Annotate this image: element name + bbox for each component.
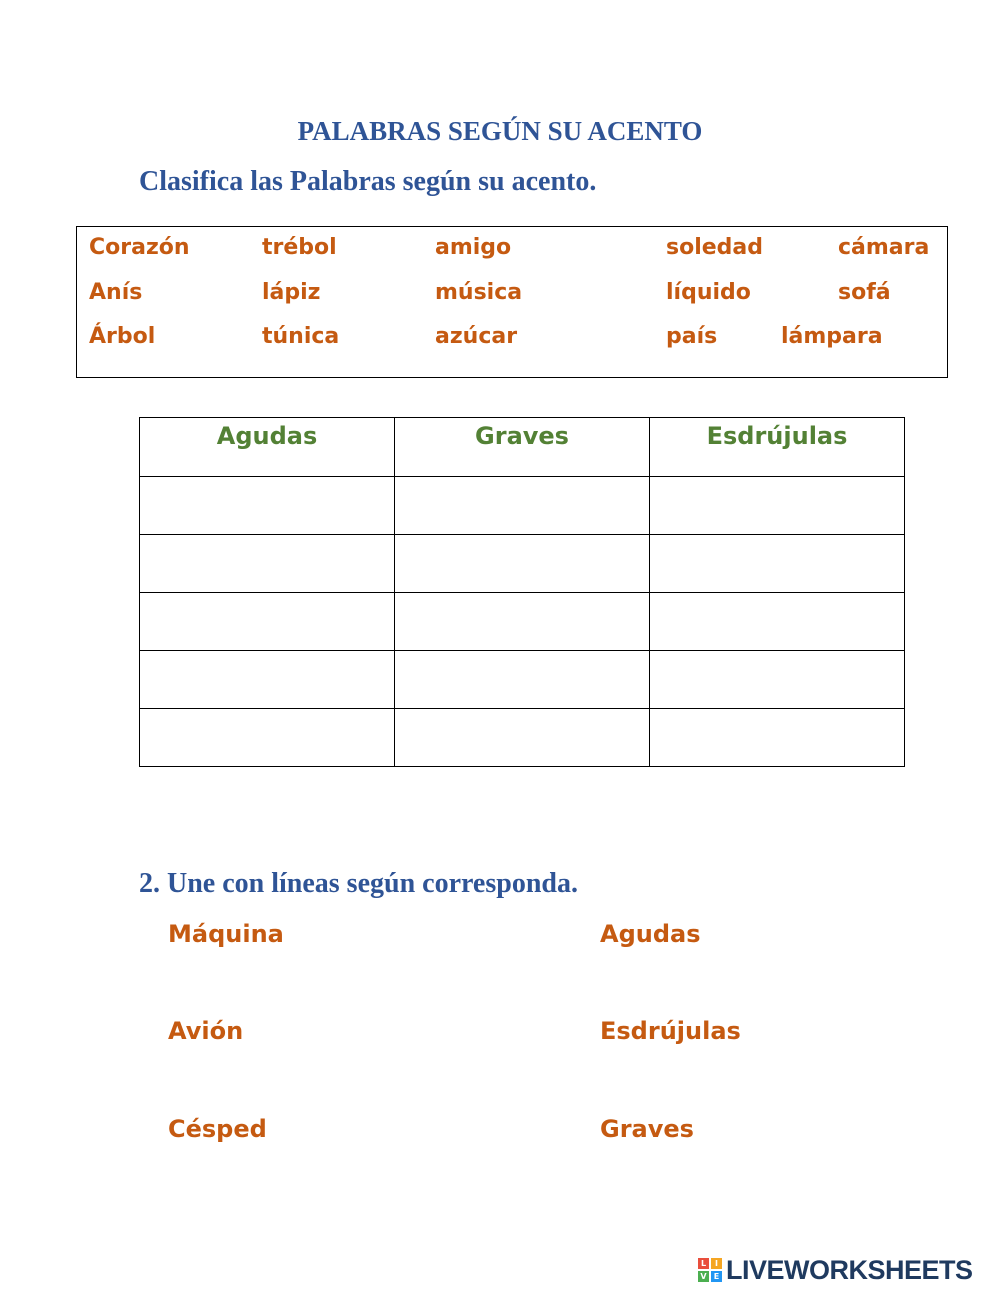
table-row — [140, 477, 905, 535]
answer-cell[interactable] — [650, 593, 905, 651]
match-left-item[interactable]: Máquina — [168, 920, 284, 948]
table-row — [140, 593, 905, 651]
table-row — [140, 535, 905, 593]
word-bank-item: soledad — [666, 235, 764, 260]
answer-cell[interactable] — [650, 651, 905, 709]
match-right-item[interactable]: Graves — [600, 1115, 694, 1143]
liveworksheets-logo-text: LIVEWORKSHEETS — [726, 1254, 973, 1285]
answer-cell[interactable] — [395, 535, 650, 593]
word-bank-item: lápiz — [262, 280, 321, 305]
table-row — [140, 651, 905, 709]
liveworksheets-logo — [698, 1255, 973, 1285]
answer-cell[interactable] — [650, 709, 905, 767]
column-header-esdrujulas: Esdrújulas — [650, 418, 905, 477]
answer-cell[interactable] — [140, 477, 395, 535]
word-bank-item: Anís — [89, 280, 143, 305]
word-bank-item: lámpara — [781, 324, 883, 349]
word-bank-item: amigo — [435, 235, 512, 260]
column-header-agudas: Agudas — [140, 418, 395, 477]
logo-letter: E — [711, 1271, 722, 1282]
match-right-item[interactable]: Esdrújulas — [600, 1017, 741, 1045]
word-bank-item: país — [666, 324, 718, 349]
liveworksheets-logo-icon — [698, 1258, 722, 1282]
word-bank-item: líquido — [666, 280, 751, 305]
answer-cell[interactable] — [395, 709, 650, 767]
table-row — [140, 709, 905, 767]
answer-cell[interactable] — [650, 535, 905, 593]
page-title: PALABRAS SEGÚN SU ACENTO — [297, 116, 703, 146]
word-bank-item: túnica — [262, 324, 340, 349]
word-bank-item: trébol — [262, 235, 337, 260]
logo-letter: V — [698, 1271, 709, 1282]
word-bank-item: cámara — [838, 235, 930, 260]
answer-cell[interactable] — [395, 651, 650, 709]
word-bank-item: Corazón — [89, 235, 190, 260]
match-right-item[interactable]: Agudas — [600, 920, 701, 948]
word-bank — [76, 226, 948, 378]
match-left-item[interactable]: Avión — [168, 1017, 244, 1045]
answer-cell[interactable] — [650, 477, 905, 535]
answer-cell[interactable] — [140, 709, 395, 767]
answer-cell[interactable] — [395, 593, 650, 651]
match-left-item[interactable]: Césped — [168, 1115, 267, 1143]
word-bank-item: Árbol — [89, 324, 156, 349]
table-header-row — [140, 418, 905, 477]
classification-table — [139, 417, 905, 767]
answer-cell[interactable] — [140, 651, 395, 709]
logo-letter: L — [698, 1258, 709, 1269]
answer-cell[interactable] — [140, 535, 395, 593]
column-header-graves: Graves — [395, 418, 650, 477]
answer-cell[interactable] — [140, 593, 395, 651]
word-bank-item: azúcar — [435, 324, 518, 349]
instruction-text: Clasifica las Palabras según su acento. — [139, 166, 597, 197]
word-bank-item: sofá — [838, 280, 891, 305]
question-2-prompt: 2. Une con líneas según corresponda. — [139, 868, 578, 899]
word-bank-item: música — [435, 280, 523, 305]
logo-letter: I — [711, 1258, 722, 1269]
answer-cell[interactable] — [395, 477, 650, 535]
